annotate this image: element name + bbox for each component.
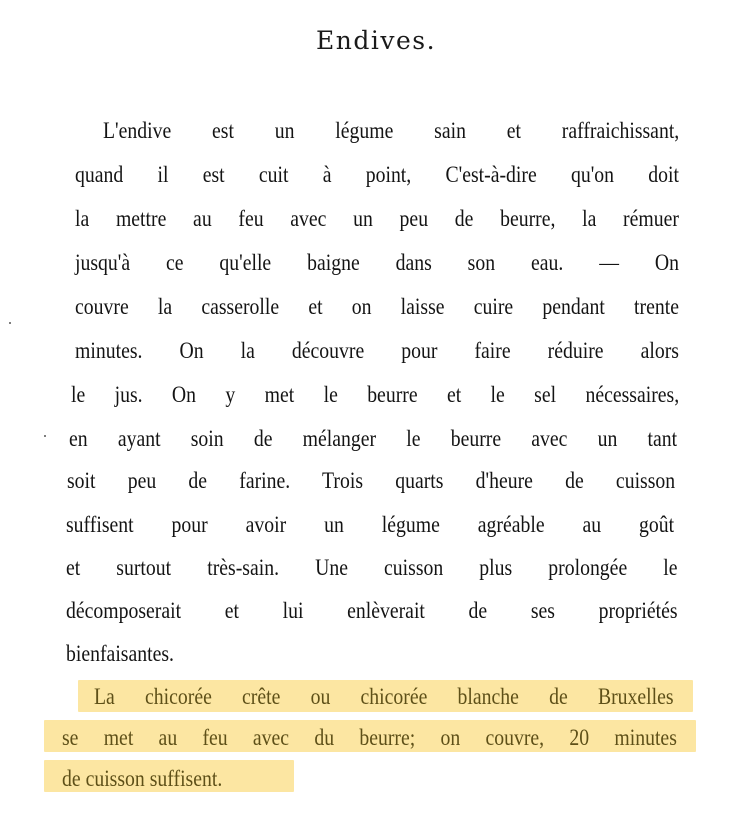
scan-speck (9, 322, 11, 324)
text-line: jusqu'à ce qu'elle baigne dans son eau. — On (75, 250, 679, 276)
text-line: et surtout très-sain. Une cuisson plus prolongée le (66, 555, 678, 581)
text-line: quand il est cuit à point, C'est-à-dire qu'on doit (75, 162, 679, 188)
highlighted-text-line: se met au feu avec du beurre; on couvre, 20 minutes (62, 725, 677, 751)
text-line: bienfaisantes. (66, 641, 174, 667)
text-line: le jus. On y met le beurre et le sel nécessaires, (71, 382, 680, 408)
text-line: couvre la casserolle et on laisse cuire pendant trente (75, 294, 679, 320)
scan-speck (44, 435, 46, 437)
text-line: en ayant soin de mélanger le beurre avec un tant (69, 426, 678, 452)
text-line: soit peu de farine. Trois quarts d'heure de cuisson (67, 468, 676, 494)
text-line: minutes. On la découvre pour faire réduire alors (75, 338, 679, 364)
highlighted-text-line: de cuisson suffisent. (62, 766, 223, 792)
highlighted-text-line: La chicorée crête ou chicorée blanche de Bruxelles (94, 684, 674, 710)
text-line: la mettre au feu avec un peu de beurre, la rémuer (75, 206, 679, 232)
page-title: Endives. (315, 26, 437, 55)
text-line: décomposerait et lui enlèverait de ses propriétés (66, 598, 678, 624)
text-line: L'endive est un légume sain et raffraichissant, (103, 118, 680, 144)
text-line: suffisent pour avoir un légume agréable au goût (66, 512, 675, 538)
